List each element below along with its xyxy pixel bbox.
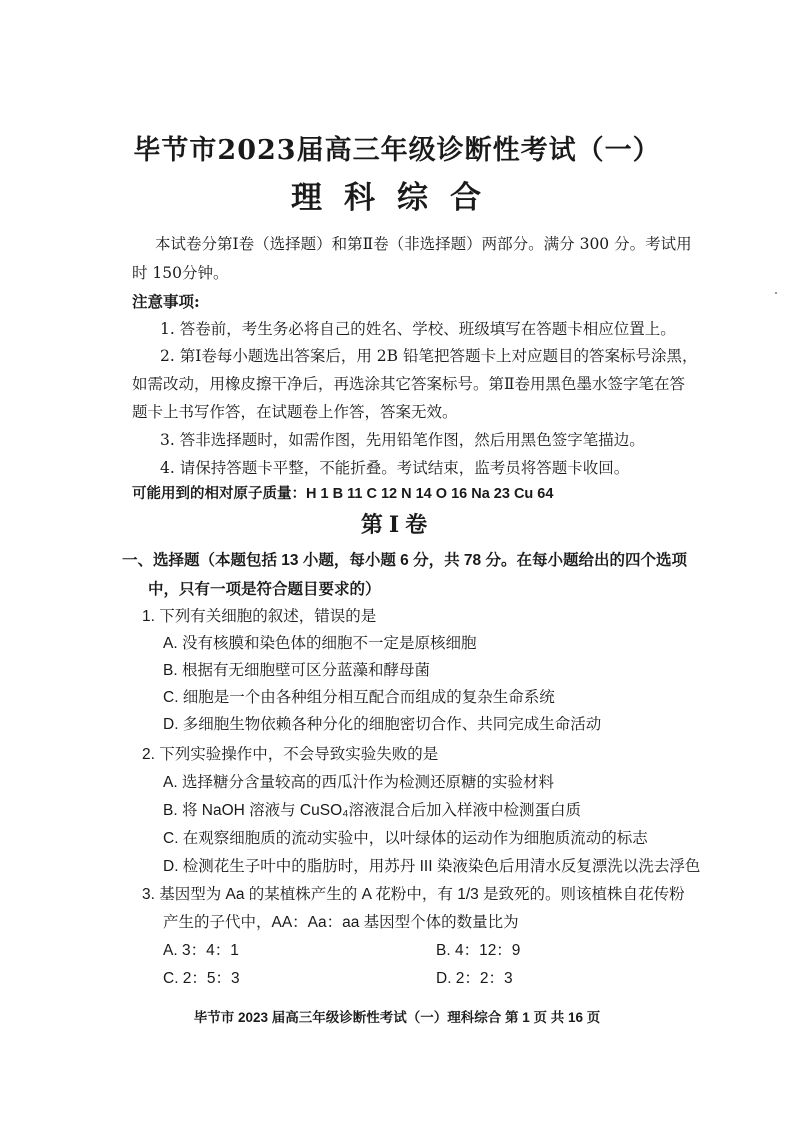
question-2-option-d: D. 检测花生子叶中的脂肪时，用苏丹 III 染液染色后用清水反复漂洗以洗去浮色 [163,858,701,875]
volume-title: 第Ⅰ卷 [360,512,434,538]
question-2-option-b: B. 将 NaOH 溶液与 CuSO₄溶液混合后加入样液中检测蛋白质 [163,802,581,819]
note-4: 4. 请保持答题卡平整，不能折叠。考试结束，监考员将答题卡收回。 [160,459,630,477]
question-2-option-c: C. 在观察细胞质的流动实验中，以叶绿体的运动作为细胞质流动的标志 [163,830,648,847]
question-1-option-d: D. 多细胞生物依赖各种分化的细胞密切合作、共同完成生命活动 [163,716,602,733]
section-heading-line-1: 一、选择题（本题包括 13 小题，每小题 6 分，共 78 分。在每小题给出的四个选项 [122,552,687,569]
question-3-option-b: B. 4：12：9 [436,942,521,959]
notes-heading: 注意事项: [132,292,200,311]
section-heading-line-2: 中，只有一项是符合题目要求的） [148,581,381,598]
question-1-option-b: B. 根据有无细胞壁可区分蓝藻和酵母菌 [163,662,430,679]
note-3: 3. 答非选择题时，如需作图，先用铅笔作图，然后用黑色签字笔描边。 [160,431,645,449]
question-3-stem-line-2: 产生的子代中，AA：Aa：aa 基因型个体的数量比为 [163,914,519,931]
question-3-option-a: A. 3：4：1 [163,942,239,959]
question-1-option-a: A. 没有核膜和染色体的细胞不一定是原核细胞 [163,635,477,652]
scan-speck [775,292,777,294]
page-footer: 毕节市 2023 届高三年级诊断性考试（一）理科综合 第 1 页 共 16 页 [193,1010,601,1025]
exam-title: 毕节市2023届高三年级诊断性考试（一） [133,135,661,166]
question-2-option-a: A. 选择糖分含量较高的西瓜汁作为检测还原糖的实验材料 [163,774,554,791]
note-2-line-1: 2. 第Ⅰ卷每小题选出答案后，用 2B 铅笔把答题卡上对应题目的答案标号涂黑， [160,347,698,365]
note-2-line-2: 如需改动，用橡皮擦干净后，再选涂其它答案标号。第Ⅱ卷用黑色墨水签字笔在答 [132,375,686,393]
intro-line-2: 时 150分钟。 [132,264,229,282]
question-3-option-d: D. 2：2：3 [436,970,513,987]
note-1: 1. 答卷前，考生务必将自己的姓名、学校、班级填写在答题卡相应位置上。 [160,320,676,338]
intro-line-1: 本试卷分第Ⅰ卷（选择题）和第Ⅱ卷（非选择题）两部分。满分 300 分。考试用 [155,235,692,253]
question-1-stem: 1. 下列有关细胞的叙述，错误的是 [142,608,377,625]
atomic-masses: 可能用到的相对原子质量：H 1 B 11 C 12 N 14 O 16 Na 23 Cu 64 [132,486,554,502]
question-1-option-c: C. 细胞是一个由各种组分相互配合而组成的复杂生命系统 [163,689,555,706]
question-2-stem: 2. 下列实验操作中，不会导致实验失败的是 [142,746,439,763]
question-3-stem: 3. 基因型为 Aa 的某植株产生的 A 花粉中，有 1/3 是致死的。则该植株自花传粉 [142,886,685,903]
question-3-option-c: C. 2：5：3 [163,970,240,987]
note-2-line-3: 题卡上书写作答，在试题卷上作答，答案无效。 [132,403,458,421]
exam-subject: 理科综合 [291,180,503,216]
